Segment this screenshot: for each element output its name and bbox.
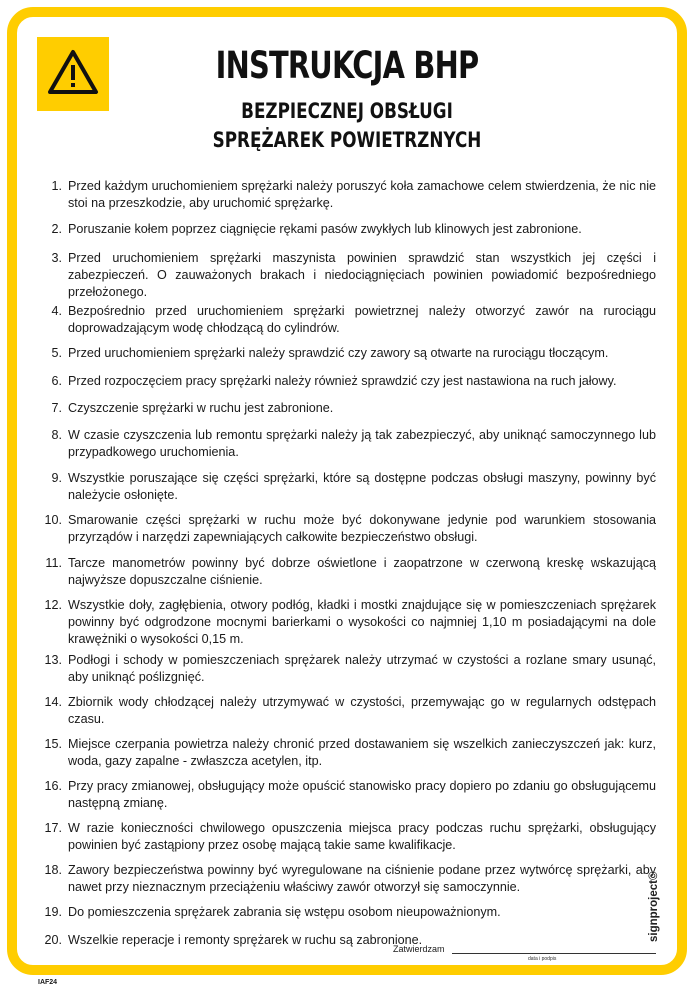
- item-text: Do pomieszczenia sprężarek zabrania się wstępu osobom nieupoważnionym.: [68, 905, 501, 919]
- warning-box: [37, 37, 109, 111]
- item-number: 16.: [44, 779, 62, 793]
- item-text: Miejsce czerpania powietrza należy chronić przed dostawaniem się wszelkich zanieczyszczeń jak: kurz, woda, gazy zapalne - zwłaszcza acetylen, itp.: [68, 737, 656, 768]
- item-text: Czyszczenie sprężarki w ruchu jest zabronione.: [68, 401, 334, 415]
- item-number: 18.: [44, 863, 62, 877]
- item-number: 9.: [51, 471, 62, 485]
- item-text: W czasie czyszczenia lub remontu sprężarki należy ją tak zabezpieczyć, aby uniknąć samoczynnego lub przypadkowego uruchomienia.: [68, 428, 656, 459]
- item-number: 2.: [51, 222, 62, 236]
- item-number: 8.: [51, 428, 62, 442]
- product-code: IAF24: [38, 979, 58, 986]
- item-number: 12.: [44, 598, 62, 612]
- warning-triangle-icon: [37, 37, 109, 111]
- signature-line: [452, 953, 656, 954]
- item-text: W razie konieczności chwilowego opuszczenia miejsca pracy podczas ruchu sprężarki, obsługujący powinien być zastąpiony przez osobę mającą takie same kwalifikacje.: [68, 821, 656, 852]
- approval-label: Zatwierdzam: [393, 944, 445, 954]
- item-number: 4.: [51, 304, 62, 318]
- item-number: 11.: [45, 556, 62, 570]
- page-subtitle-line1: BEZPIECZNEJ OBSŁUGI: [241, 99, 453, 123]
- item-text: Przed uruchomieniem sprężarki należy sprawdzić czy zawory są otwarte na rurociągu tłoczącym.: [68, 346, 609, 360]
- item-text: Poruszanie kołem poprzez ciągnięcie rękami pasów zwykłych lub klinowych jest zabronione.: [68, 222, 582, 236]
- item-number: 14.: [44, 695, 62, 709]
- item-number: 1.: [51, 179, 62, 193]
- brand-label: signproject©: [648, 871, 660, 942]
- item-text: Smarowanie części sprężarki w ruchu może być dokonywane jedynie pod warunkiem stosowania przyrządów i narzędzi zapewniających całkowite bezpieczeństwo obsługi.: [68, 513, 656, 544]
- item-number: 20.: [44, 933, 62, 947]
- item-number: 3.: [51, 251, 62, 265]
- page-title: INSTRUKCJA BHP: [215, 44, 479, 87]
- item-text: Przy pracy zmianowej, obsługujący może opuścić stanowisko pracy dopiero po zdaniu go obsługującemu następną zmianę.: [68, 779, 656, 810]
- item-text: Bezpośrednio przed uruchomieniem sprężarki powietrznej należy otworzyć zawór na rurociągu doprowadzającym wodę chłodzącą do cylindrów.: [68, 304, 656, 335]
- item-number: 15.: [44, 737, 62, 751]
- page-subtitle-line2: SPRĘŻAREK POWIETRZNYCH: [212, 128, 482, 152]
- item-text: Przed rozpoczęciem pracy sprężarki należy również sprawdzić czy jest nastawiona na ruch jałowy.: [68, 374, 617, 388]
- item-text: Zawory bezpieczeństwa powinny być wyregulowane na ciśnienie podane przez wytwórcę sprężarki, aby nawet przy nieznacznym przeciążeniu właściwy zawór otworzył się samoczynnie.: [68, 863, 656, 894]
- item-number: 5.: [51, 346, 62, 360]
- item-number: 7.: [51, 401, 62, 415]
- item-text: Wszelkie reperacje i remonty sprężarek w ruchu są zabronione.: [68, 933, 423, 947]
- approval-sublabel: data i podpis: [528, 956, 557, 962]
- item-text: Przed każdym uruchomieniem sprężarki należy poruszyć koła zamachowe celem stwierdzenia, że nic nie stoi na przeszkodzie, aby uruchomić sprężarkę.: [68, 179, 656, 210]
- item-text: Przed uruchomieniem sprężarki maszynista powinien sprawdzić stan wszystkich jej części i zabezpieczeń. O zauważonych brakach i niedociągnięciach powinien powiadomić bezpośredniego przełożonego.: [68, 251, 656, 299]
- item-text: Zbiornik wody chłodzącej należy utrzymywać w czystości, przemywając go w regularnych odstępach czasu.: [68, 695, 656, 726]
- item-text: Wszystkie poruszające się części sprężarki, które są dostępne podczas obsługi maszyny, powinny być należycie osłonięte.: [68, 471, 656, 502]
- item-number: 19.: [44, 905, 62, 919]
- item-number: 13.: [44, 653, 62, 667]
- item-number: 6.: [51, 374, 62, 388]
- item-text: Podłogi i schody w pomieszczeniach sprężarek należy utrzymać w czystości a rozlane smary usunąć, aby uniknąć poślizgnięć.: [68, 653, 656, 684]
- item-number: 17.: [44, 821, 62, 835]
- item-number: 10.: [44, 513, 62, 527]
- item-text: Wszystkie doły, zagłębienia, otwory podłóg, kładki i mostki znajdujące się w pomieszczeniach sprężarek powinny być odgrodzone mocnymi barierkami o wysokości co najmniej 1,10 m posiadającymi na dole krawężniki o wysokości 0,15 m.: [68, 598, 656, 646]
- item-text: Tarcze manometrów powinny być dobrze oświetlone i zaopatrzone w czerwoną kreskę wskazującą najwyższe dopuszczalne ciśnienie.: [68, 556, 656, 587]
